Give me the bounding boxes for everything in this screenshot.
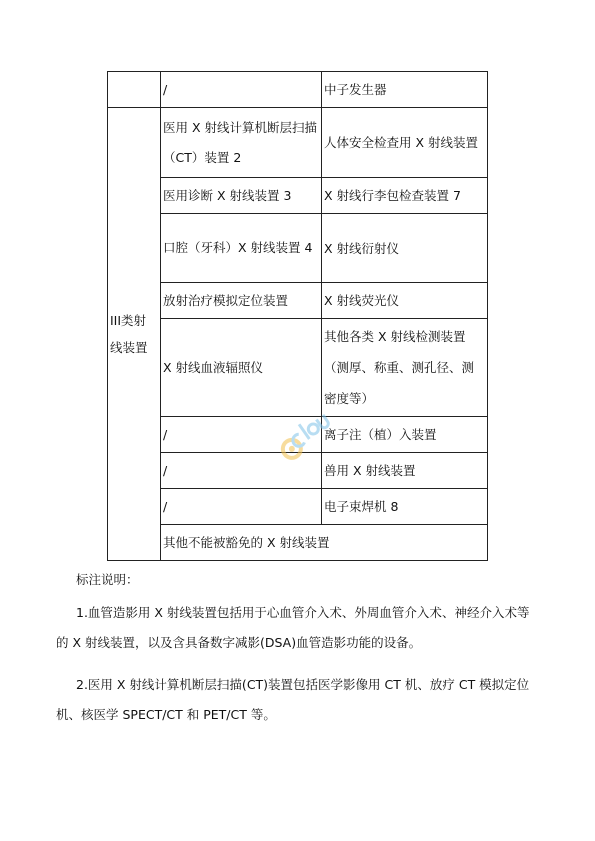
cloud-logo-icon [262, 392, 342, 472]
device-cell: X 射线荧光仪 [322, 283, 488, 319]
table-row [108, 283, 488, 319]
device-cell: / [161, 72, 322, 108]
device-cell: 离子注（植）入装置 [322, 417, 488, 453]
note-2: 2.医用 X 射线计算机断层扫描(CT)装置包括医学影像用 CT 机、放疗 CT 模拟定位机、核医学 SPECT/CT 和 PET/CT 等。 [56, 677, 530, 722]
device-cell: X 射线血液辐照仪 [161, 319, 322, 417]
table-row [108, 214, 488, 283]
device-cell: X 射线行李包检查装置 7 [322, 178, 488, 214]
note-1: 1.血管造影用 X 射线装置包括用于心血管介入术、外周血管介入术、神经介入术等的 X 射线装置，以及含具备数字减影(DSA)血管造影功能的设备。 [56, 605, 530, 650]
table-row [108, 72, 488, 108]
device-cell: / [161, 489, 322, 525]
device-cell: / [161, 453, 322, 489]
table-row [108, 108, 488, 178]
table-row [108, 178, 488, 214]
device-cell: 电子束焊机 8 [322, 489, 488, 525]
device-cell: 医用诊断 X 射线装置 3 [161, 178, 322, 214]
category-label: III类射线装置 [110, 313, 148, 355]
radiation-device-table [107, 71, 488, 561]
device-cell: 兽用 X 射线装置 [322, 453, 488, 489]
device-cell: X 射线衍射仪 [322, 214, 488, 283]
table-row [108, 489, 488, 525]
empty-category-cell [108, 72, 161, 108]
device-cell: 口腔（牙科）X 射线装置 4 [161, 214, 322, 283]
device-cell: 医用 X 射线计算机断层扫描（CT）装置 2 [161, 108, 322, 178]
device-cell: 其他各类 X 射线检测装置（测厚、称重、测孔径、测密度等） [322, 319, 488, 417]
category-cell [108, 108, 161, 561]
device-cell: 人体安全检查用 X 射线装置 [322, 108, 488, 178]
device-cell: 放射治疗模拟定位装置 [161, 283, 322, 319]
device-cell: / [161, 417, 322, 453]
table-row [108, 525, 488, 561]
device-cell: 中子发生器 [322, 72, 488, 108]
notes-title: 标注说明： [76, 572, 139, 587]
device-cell-merged: 其他不能被豁免的 X 射线装置 [161, 525, 488, 561]
